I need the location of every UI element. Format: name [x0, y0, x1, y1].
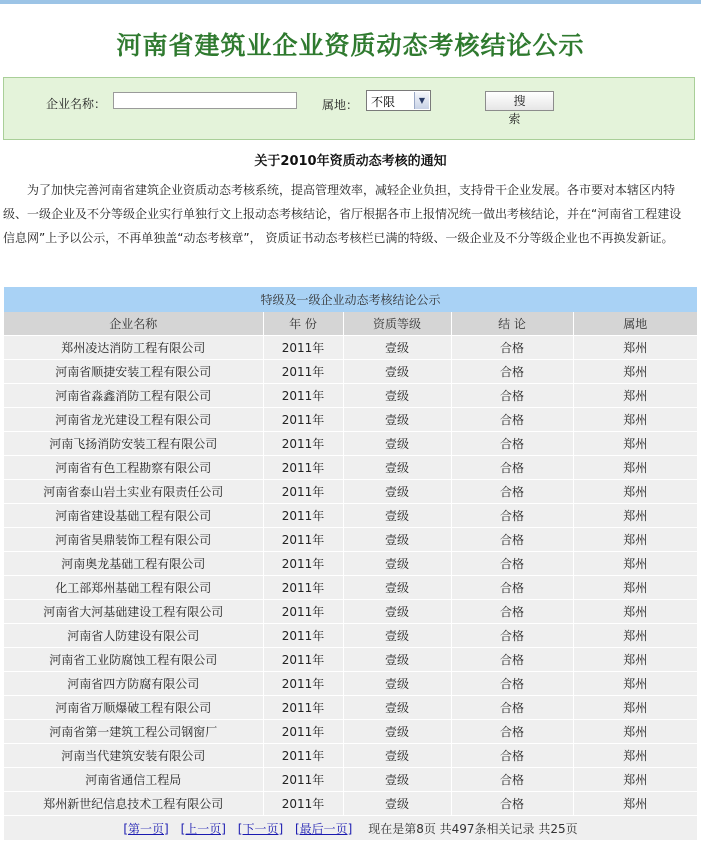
cell-conclusion: 合格 [451, 432, 573, 456]
cell-company-name: 河南省泰山岩土实业有限责任公司 [4, 480, 263, 504]
company-name-label: 企业名称： [46, 97, 107, 111]
cell-region: 郑州 [573, 648, 697, 672]
cell-qualification: 壹级 [343, 456, 451, 480]
company-name-input[interactable] [113, 92, 297, 109]
cell-company-name: 河南省淼鑫消防工程有限公司 [4, 384, 263, 408]
cell-qualification: 壹级 [343, 576, 451, 600]
table-row [4, 432, 697, 456]
cell-conclusion: 合格 [451, 552, 573, 576]
cell-conclusion: 合格 [451, 600, 573, 624]
table-row [4, 576, 697, 600]
search-panel [3, 77, 695, 140]
cell-year: 2011年 [263, 600, 343, 624]
cell-region: 郑州 [573, 792, 697, 816]
cell-region: 郑州 [573, 744, 697, 768]
cell-year: 2011年 [263, 576, 343, 600]
pager-row [4, 816, 697, 841]
cell-conclusion: 合格 [451, 528, 573, 552]
cell-region: 郑州 [573, 696, 697, 720]
cell-qualification: 壹级 [343, 744, 451, 768]
cell-region: 郑州 [573, 504, 697, 528]
cell-qualification: 壹级 [343, 600, 451, 624]
cell-conclusion: 合格 [451, 456, 573, 480]
cell-region: 郑州 [573, 384, 697, 408]
table-row [4, 720, 697, 744]
cell-year: 2011年 [263, 792, 343, 816]
region-select-value: 不限 [371, 95, 396, 109]
notice-title: 关于2010年资质动态考核的通知 [254, 154, 447, 169]
cell-company-name: 河南省工业防腐蚀工程有限公司 [4, 648, 263, 672]
cell-year: 2011年 [263, 552, 343, 576]
first-page-link[interactable]: [第一页] [123, 821, 169, 836]
table-row [4, 672, 697, 696]
table-header-row [4, 312, 697, 336]
cell-region: 郑州 [573, 432, 697, 456]
top-border-strip [0, 0, 701, 4]
cell-conclusion: 合格 [451, 360, 573, 384]
results-table [4, 287, 697, 840]
cell-year: 2011年 [263, 648, 343, 672]
column-header-region: 属地 [573, 312, 697, 336]
next-page-link[interactable]: [下一页] [237, 821, 284, 836]
table-row [4, 360, 697, 384]
cell-region: 郑州 [573, 624, 697, 648]
cell-company-name: 河南省有色工程勘察有限公司 [4, 456, 263, 480]
cell-region: 郑州 [573, 408, 697, 432]
cell-company-name: 河南省四方防腐有限公司 [4, 672, 263, 696]
cell-company-name: 河南省建设基础工程有限公司 [4, 504, 263, 528]
cell-region: 郑州 [573, 552, 697, 576]
table-row [4, 624, 697, 648]
cell-qualification: 壹级 [343, 504, 451, 528]
cell-company-name: 河南省人防建设有限公司 [4, 624, 263, 648]
cell-company-name: 河南奥龙基础工程有限公司 [4, 552, 263, 576]
column-header-year: 年 份 [263, 312, 343, 336]
cell-company-name: 河南省万顺爆破工程有限公司 [4, 696, 263, 720]
cell-company-name: 化工部郑州基础工程有限公司 [4, 576, 263, 600]
cell-region: 郑州 [573, 456, 697, 480]
cell-conclusion: 合格 [451, 768, 573, 792]
cell-qualification: 壹级 [343, 648, 451, 672]
cell-region: 郑州 [573, 720, 697, 744]
cell-region: 郑州 [573, 360, 697, 384]
cell-region: 郑州 [573, 672, 697, 696]
cell-conclusion: 合格 [451, 696, 573, 720]
cell-conclusion: 合格 [451, 792, 573, 816]
cell-qualification: 壹级 [343, 384, 451, 408]
cell-company-name: 河南省第一建筑工程公司钢窗厂 [4, 720, 263, 744]
cell-company-name: 河南省大河基础建设工程有限公司 [4, 600, 263, 624]
table-row [4, 648, 697, 672]
cell-company-name: 郑州新世纪信息技术工程有限公司 [4, 792, 263, 816]
table-row [4, 504, 697, 528]
table-row [4, 696, 697, 720]
cell-year: 2011年 [263, 672, 343, 696]
cell-year: 2011年 [263, 768, 343, 792]
table-row [4, 792, 697, 816]
cell-qualification: 壹级 [343, 408, 451, 432]
cell-conclusion: 合格 [451, 744, 573, 768]
region-label: 属地： [322, 98, 359, 112]
table-row [4, 528, 697, 552]
cell-conclusion: 合格 [451, 672, 573, 696]
cell-company-name: 河南省通信工程局 [4, 768, 263, 792]
pager [4, 816, 697, 841]
table-row [4, 552, 697, 576]
cell-company-name: 河南省龙光建设工程有限公司 [4, 408, 263, 432]
cell-qualification: 壹级 [343, 672, 451, 696]
column-header-conclusion: 结 论 [451, 312, 573, 336]
cell-year: 2011年 [263, 480, 343, 504]
cell-region: 郑州 [573, 336, 697, 360]
table-row [4, 600, 697, 624]
cell-qualification: 壹级 [343, 528, 451, 552]
cell-year: 2011年 [263, 696, 343, 720]
cell-qualification: 壹级 [343, 480, 451, 504]
pager-status: 现在是第8页 共497条相关记录 共25页 [368, 821, 578, 836]
cell-year: 2011年 [263, 336, 343, 360]
cell-conclusion: 合格 [451, 648, 573, 672]
search-button[interactable]: 搜 索 [485, 91, 554, 111]
cell-conclusion: 合格 [451, 480, 573, 504]
cell-qualification: 壹级 [343, 432, 451, 456]
cell-company-name: 河南省昊鼎装饰工程有限公司 [4, 528, 263, 552]
cell-conclusion: 合格 [451, 336, 573, 360]
cell-conclusion: 合格 [451, 408, 573, 432]
cell-region: 郑州 [573, 576, 697, 600]
cell-conclusion: 合格 [451, 384, 573, 408]
table-row [4, 744, 697, 768]
page-title: 河南省建筑业企业资质动态考核结论公示 [116, 31, 585, 60]
table-row [4, 384, 697, 408]
cell-region: 郑州 [573, 528, 697, 552]
table-row [4, 408, 697, 432]
last-page-link[interactable]: [最后一页] [294, 821, 353, 836]
table-row [4, 768, 697, 792]
cell-year: 2011年 [263, 456, 343, 480]
cell-year: 2011年 [263, 504, 343, 528]
cell-qualification: 壹级 [343, 624, 451, 648]
cell-qualification: 壹级 [343, 720, 451, 744]
cell-company-name: 郑州凌达消防工程有限公司 [4, 336, 263, 360]
cell-qualification: 壹级 [343, 768, 451, 792]
cell-year: 2011年 [263, 384, 343, 408]
cell-year: 2011年 [263, 528, 343, 552]
cell-region: 郑州 [573, 600, 697, 624]
chevron-down-icon[interactable]: ▼ [414, 92, 429, 109]
cell-year: 2011年 [263, 360, 343, 384]
notice-body: 为了加快完善河南省建筑企业资质动态考核系统，提高管理效率，减轻企业负担，支持骨干企业发展。各市要对本辖区内特级、一级企业及不分等级企业实行单独行文上报动态考核结论，省厅根据各市上报情况统一做出考核结论，并在“河南省工程建设信息网”上予以公示，不再单独盖“动态考核章”， 资质证书动态考核栏已满的特级、一级企业及不分等级企业也不再换发新证。 [3, 183, 682, 245]
prev-page-link[interactable]: [上一页] [180, 821, 226, 836]
cell-company-name: 河南省顺捷安装工程有限公司 [4, 360, 263, 384]
cell-region: 郑州 [573, 768, 697, 792]
cell-qualification: 壹级 [343, 336, 451, 360]
cell-conclusion: 合格 [451, 576, 573, 600]
cell-year: 2011年 [263, 432, 343, 456]
column-header-company: 企业名称 [4, 312, 263, 336]
cell-qualification: 壹级 [343, 696, 451, 720]
table-caption-row [4, 287, 697, 312]
cell-company-name: 河南当代建筑安装有限公司 [4, 744, 263, 768]
table-row [4, 336, 697, 360]
cell-qualification: 壹级 [343, 360, 451, 384]
cell-qualification: 壹级 [343, 552, 451, 576]
column-header-qualification: 资质等级 [343, 312, 451, 336]
table-row [4, 456, 697, 480]
cell-conclusion: 合格 [451, 720, 573, 744]
cell-qualification: 壹级 [343, 792, 451, 816]
cell-year: 2011年 [263, 720, 343, 744]
table-caption: 特级及一级企业动态考核结论公示 [4, 287, 697, 312]
cell-conclusion: 合格 [451, 624, 573, 648]
region-select[interactable] [366, 90, 431, 111]
table-row [4, 480, 697, 504]
cell-region: 郑州 [573, 480, 697, 504]
cell-year: 2011年 [263, 744, 343, 768]
cell-company-name: 河南飞扬消防安装工程有限公司 [4, 432, 263, 456]
cell-conclusion: 合格 [451, 504, 573, 528]
cell-year: 2011年 [263, 624, 343, 648]
cell-year: 2011年 [263, 408, 343, 432]
